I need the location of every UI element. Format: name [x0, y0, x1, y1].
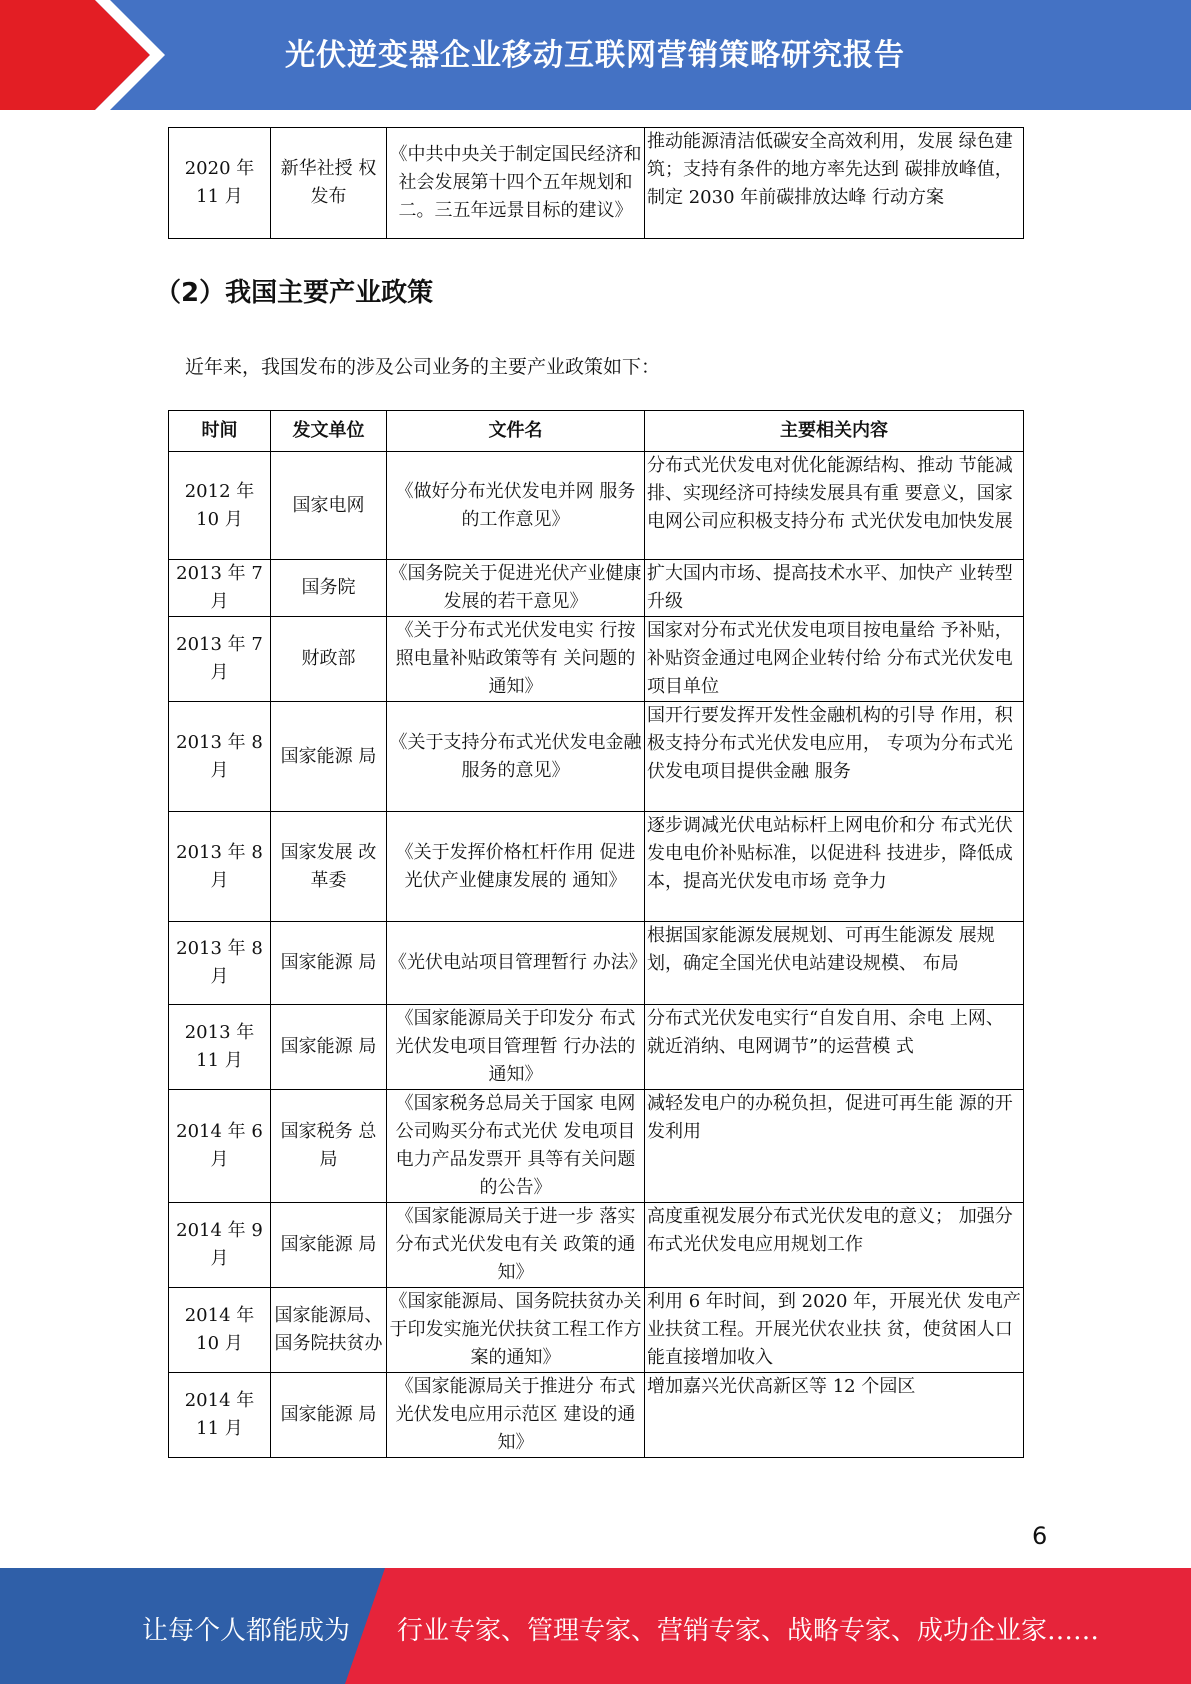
page-header: [0, 0, 1191, 110]
cell-unit: 国家能源 局: [271, 922, 387, 1005]
cell-doc: 《国务院关于促进光伏产业健康发展的若干意见》: [387, 560, 645, 617]
cell-content: 根据国家能源发展规划、可再生能源发 展规划，确定全国光伏电站建设规模、 布局: [645, 922, 1024, 1005]
cell-doc: 《国家能源局关于印发分 布式光伏发电项目管理暂 行办法的通知》: [387, 1005, 645, 1090]
table-row: [169, 1005, 1024, 1090]
policy-table: [168, 410, 1024, 1458]
cell-time: 2013 年 8 月: [169, 812, 271, 922]
table-row: [169, 1203, 1024, 1288]
cell-unit: 新华社授 权发布: [271, 128, 387, 239]
cell-content: 分布式光伏发电对优化能源结构、推动 节能减排、实现经济可持续发展具有重 要意义，国家电网公司应积极支持分布 式光伏发电加快发展: [645, 452, 1024, 560]
table-header-row: [169, 411, 1024, 452]
table-row: [169, 922, 1024, 1005]
footer-slogan-right: 行业专家、管理专家、营销专家、战略专家、成功企业家……: [397, 1616, 1100, 1646]
header-time: 时间: [169, 411, 271, 452]
header-unit: 发文单位: [271, 411, 387, 452]
table-row: [169, 1373, 1024, 1458]
cell-content: 扩大国内市场、提高技术水平、加快产 业转型升级: [645, 560, 1024, 617]
table-row: [169, 560, 1024, 617]
cell-unit: 国家税务 总局: [271, 1090, 387, 1203]
cell-content: 利用 6 年时间，到 2020 年，开展光伏 发电产业扶贫工程。开展光伏农业扶 贫，使贫困人口能直接增加收入: [645, 1288, 1024, 1373]
page-footer: [0, 1568, 1191, 1684]
table-row: [169, 1090, 1024, 1203]
cell-content: 国家对分布式光伏发电项目按电量给 予补贴，补贴资金通过电网企业转付给 分布式光伏发电项目单位: [645, 617, 1024, 702]
cell-doc: 《国家能源局关于推进分 布式光伏发电应用示范区 建设的通知》: [387, 1373, 645, 1458]
cell-unit: 国家电网: [271, 452, 387, 560]
intro-text: 近年来，我国发布的涉及公司业务的主要产业政策如下：: [185, 356, 661, 378]
cell-time: 2020 年 11 月: [169, 128, 271, 239]
cell-unit: 财政部: [271, 617, 387, 702]
table-row: [169, 702, 1024, 812]
section-title: （2）我国主要产业政策: [155, 278, 434, 308]
cell-time: 2013 年 8 月: [169, 922, 271, 1005]
cell-unit: 国家能源 局: [271, 1373, 387, 1458]
cell-time: 2012 年 10 月: [169, 452, 271, 560]
cell-doc: 《做好分布光伏发电并网 服务的工作意见》: [387, 452, 645, 560]
cell-time: 2014 年 10 月: [169, 1288, 271, 1373]
cell-time: 2013 年 7 月: [169, 617, 271, 702]
cell-content: 逐步调减光伏电站标杆上网电价和分 布式光伏发电电价补贴标准，以促进科 技进步，降低成本，提高光伏发电市场 竞争力: [645, 812, 1024, 922]
table-row: [169, 452, 1024, 560]
previous-policy-table: [168, 127, 1024, 239]
cell-content: 分布式光伏发电实行“自发自用、余电 上网、就近消纳、电网调节”的运营模 式: [645, 1005, 1024, 1090]
cell-time: 2014 年 6 月: [169, 1090, 271, 1203]
header-doc: 文件名: [387, 411, 645, 452]
cell-doc: 《关于发挥价格杠杆作用 促进光伏产业健康发展的 通知》: [387, 812, 645, 922]
cell-content: 国开行要发挥开发性金融机构的引导 作用，积极支持分布式光伏发电应用， 专项为分布式光伏发电项目提供金融 服务: [645, 702, 1024, 812]
cell-unit: 国家能源 局: [271, 702, 387, 812]
cell-content: 高度重视发展分布式光伏发电的意义； 加强分布式光伏发电应用规划工作: [645, 1203, 1024, 1288]
cell-doc: 《国家能源局、国务院扶贫办关于印发实施光伏扶贫工程工作方案的通知》: [387, 1288, 645, 1373]
cell-time: 2014 年 11 月: [169, 1373, 271, 1458]
table-row: [169, 128, 1024, 239]
cell-content: 增加嘉兴光伏高新区等 12 个园区: [645, 1373, 1024, 1458]
header-content: 主要相关内容: [645, 411, 1024, 452]
cell-doc: 《关于分布式光伏发电实 行按照电量补贴政策等有 关问题的通知》: [387, 617, 645, 702]
table-row: [169, 812, 1024, 922]
cell-time: 2013 年 8 月: [169, 702, 271, 812]
table-row: [169, 1288, 1024, 1373]
cell-doc: 《中共中央关于制定国民经济和社会发展第十四个五年规划和二。三五年远景目标的建议》: [387, 128, 645, 239]
cell-doc: 《关于支持分布式光伏发电金融服务的意见》: [387, 702, 645, 812]
cell-unit: 国家能源 局: [271, 1005, 387, 1090]
cell-unit: 国务院: [271, 560, 387, 617]
cell-content: 减轻发电户的办税负担，促进可再生能 源的开发利用: [645, 1090, 1024, 1203]
report-title: 光伏逆变器企业移动互联网营销策略研究报告: [285, 38, 905, 73]
table-row: [169, 617, 1024, 702]
page-number: 6: [1032, 1522, 1048, 1550]
cell-time: 2014 年 9 月: [169, 1203, 271, 1288]
cell-time: 2013 年 7 月: [169, 560, 271, 617]
cell-content: 推动能源清洁低碳安全高效利用，发展 绿色建筑；支持有条件的地方率先达到 碳排放峰值，制定 2030 年前碳排放达峰 行动方案: [645, 128, 1024, 239]
cell-unit: 国家发展 改革委: [271, 812, 387, 922]
cell-doc: 《国家能源局关于进一步 落实分布式光伏发电有关 政策的通知》: [387, 1203, 645, 1288]
cell-unit: 国家能源局、国务院扶贫办: [271, 1288, 387, 1373]
cell-doc: 《光伏电站项目管理暂行 办法》: [387, 922, 645, 1005]
footer-slogan-left: 让每个人都能成为: [142, 1616, 351, 1646]
cell-unit: 国家能源 局: [271, 1203, 387, 1288]
cell-time: 2013 年 11 月: [169, 1005, 271, 1090]
cell-doc: 《国家税务总局关于国家 电网公司购买分布式光伏 发电项目电力产品发票开 具等有关问题的公告》: [387, 1090, 645, 1203]
